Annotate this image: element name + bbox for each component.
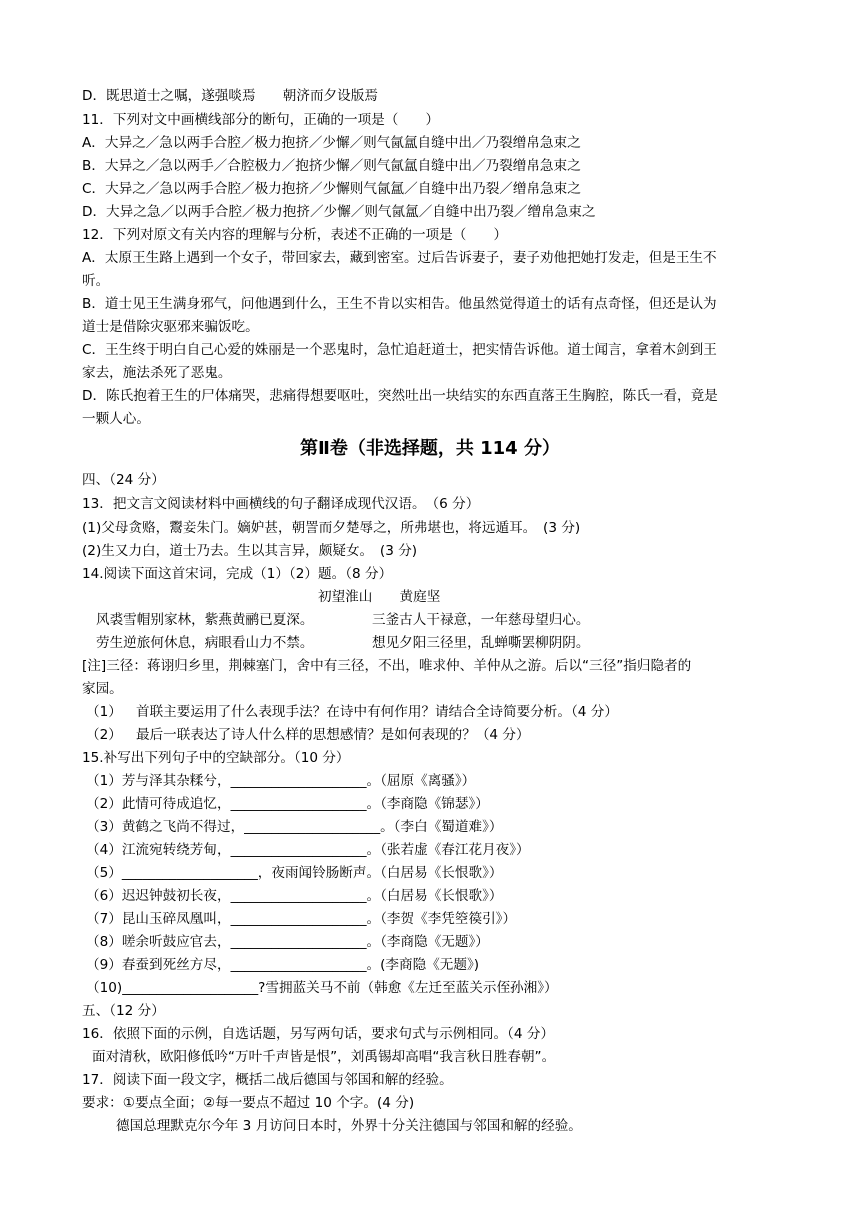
question-14: 14.阅读下面这首宋词，完成（1）（2）题。（8 分） (82, 566, 393, 582)
question-11: 11．下列对文中画横线部分的断句，正确的一项是（ ） (82, 112, 440, 128)
q14-1-number: （1） (86, 704, 122, 720)
q14-2-number: （2） (86, 727, 122, 743)
fill-item-4: （4）江流宛转绕芳甸，____________________。（张若虚《春江花月夜》） (86, 842, 530, 858)
part5-header: 五、（12 分） (82, 1003, 165, 1019)
question-12: 12．下列对原文有关内容的理解与分析，表述不正确的一项是（ ） (82, 227, 508, 243)
q12-option-b-line2: 道士是借除灾驱邪来骗饭吃。 (82, 319, 259, 335)
question-15: 15.补写出下列句子中的空缺部分。（10 分） (82, 750, 350, 766)
q13-item-2: (2)生又力白，道士乃去。生以其言异，颇疑女。 (3 分) (82, 543, 418, 559)
q16-example: 面对清秋，欧阳修低吟“万叶千声皆是恨”，刘禹锡却高唱“我言秋日胜春朝”。 (92, 1049, 556, 1065)
poem-line-1b: 三釜古人干禄意，一年慈母望归心。 (372, 612, 590, 628)
fill-item-3: （3）黄鹤之飞尚不得过，____________________。（李白《蜀道难》） (86, 819, 503, 835)
fill-item-7: （7）昆山玉碎凤凰叫，____________________。（李贺《李凭箜篌引》） (86, 911, 517, 927)
q12-option-a-line2: 听。 (82, 273, 110, 289)
question-13: 13．把文言文阅读材料中画横线的句子翻译成现代汉语。 （6 分） (82, 496, 480, 512)
poem-note-line2: 家园。 (82, 681, 123, 697)
fill-item-9: （9）春蚕到死丝方尽，____________________。(李商隐《无题》) (86, 957, 480, 973)
fill-item-2: （2）此情可待成追忆，____________________。（李商隐《锦瑟》） (86, 796, 489, 812)
fill-item-1: （1）芳与泽其杂糅兮，____________________。（屈原《离骚》） (86, 773, 476, 789)
q17-requirements: 要求：①要点全面；②每一要点不超过 10 个字。(4 分) (82, 1095, 415, 1111)
q14-1-text: 首联主要运用了什么表现手法？在诗中有何作用？请结合全诗简要分析。（4 分） (136, 704, 618, 720)
poem-line-2b: 想见夕阳三径里，乱蝉嘶罢柳阴阴。 (372, 635, 590, 651)
fill-item-10: （10)____________________?雪拥蓝关马不前（韩愈《左迁至蓝关示侄孙湘》） (86, 980, 558, 996)
q13-item-1: (1)父母贪赂，鬻妾朱门。嫡妒甚，朝詈而夕楚辱之，所弗堪也，将远遁耳。 (3 分) (82, 520, 581, 536)
section-title: 第Ⅱ卷（非选择题，共 114 分） (300, 438, 560, 459)
option-d-q10: D．既思道士之嘱，遂强啖焉 朝济而夕设版焉 (82, 88, 378, 104)
poem-title: 初望淮山 黄庭坚 (318, 589, 441, 605)
q12-option-b-line1: B．道士见王生满身邪气，问他遇到什么，王生不肯以实相告。他虽然觉得道士的话有点奇怪，但还是认为 (82, 296, 717, 312)
q12-option-a-line1: A．太原王生路上遇到一个女子，带回家去，藏到密室。过后告诉妻子，妻子劝他把她打发走，但是王生不 (82, 250, 717, 266)
q11-option-d: D．大异之急／以两手合腔／极力抱挤／少懈／则气氤氲／自缝中出乃裂／缯帛急束之 (82, 204, 596, 220)
question-17: 17．阅读下面一段文字，概括二战后德国与邻国和解的经验。 (82, 1072, 453, 1088)
q11-option-c: C．大异之／急以两手合腔／极力抱挤／少懈则气氤氲／自缝中出乃裂／缯帛急束之 (82, 181, 581, 197)
q11-option-b: B．大异之／急以两手／合腔极力／抱挤少懈／则气氤氲自缝中出／乃裂缯帛急束之 (82, 158, 581, 174)
fill-item-5: （5）____________________，夜雨闻铃肠断声。（白居易《长恨歌》） (86, 865, 503, 881)
q12-option-c-line2: 家去，施法杀死了恶鬼。 (82, 365, 232, 381)
q11-option-a: A．大异之／急以两手合腔／极力抱挤／少懈／则气氤氲自缝中出／乃裂缯帛急束之 (82, 135, 581, 151)
fill-item-8: （8）嗟余听鼓应官去，____________________。（李商隐《无题》） (86, 934, 489, 950)
part4-header: 四、（24 分） (82, 472, 165, 488)
poem-note-line1: [注]三径：蒋诩归乡里，荆棘塞门，舍中有三径，不出，唯求仲、羊仲从之游。后以“三径”指归隐者的 (82, 658, 692, 674)
question-16: 16．依照下面的示例，自选话题，另写两句话，要求句式与示例相同。（4 分） (82, 1026, 555, 1042)
q17-passage: 德国总理默克尔今年 3 月访问日本时，外界十分关注德国与邻国和解的经验。 (116, 1118, 582, 1134)
fill-item-6: （6）迟迟钟鼓初长夜，____________________。（白居易《长恨歌》） (86, 888, 503, 904)
q12-option-d-line1: D．陈氏抱着王生的尸体痛哭，悲痛得想要呕吐，突然吐出一块结实的东西直落王生胸腔，陈氏一看，竟是 (82, 388, 718, 404)
poem-line-1a: 风裘雪帽别家林，紫燕黄鹂已夏深。 (96, 612, 314, 628)
q14-2-text: 最后一联表达了诗人什么样的思想感情？是如何表现的？（4 分） (136, 727, 530, 743)
poem-line-2a: 劳生逆旅何休息，病眼看山力不禁。 (96, 635, 314, 651)
q12-option-c-line1: C．王生终于明白自己心爱的姝丽是一个恶鬼时，急忙追赶道士，把实情告诉他。道士闻言，拿着木剑到王 (82, 342, 717, 358)
q12-option-d-line2: 一颗人心。 (82, 411, 150, 427)
